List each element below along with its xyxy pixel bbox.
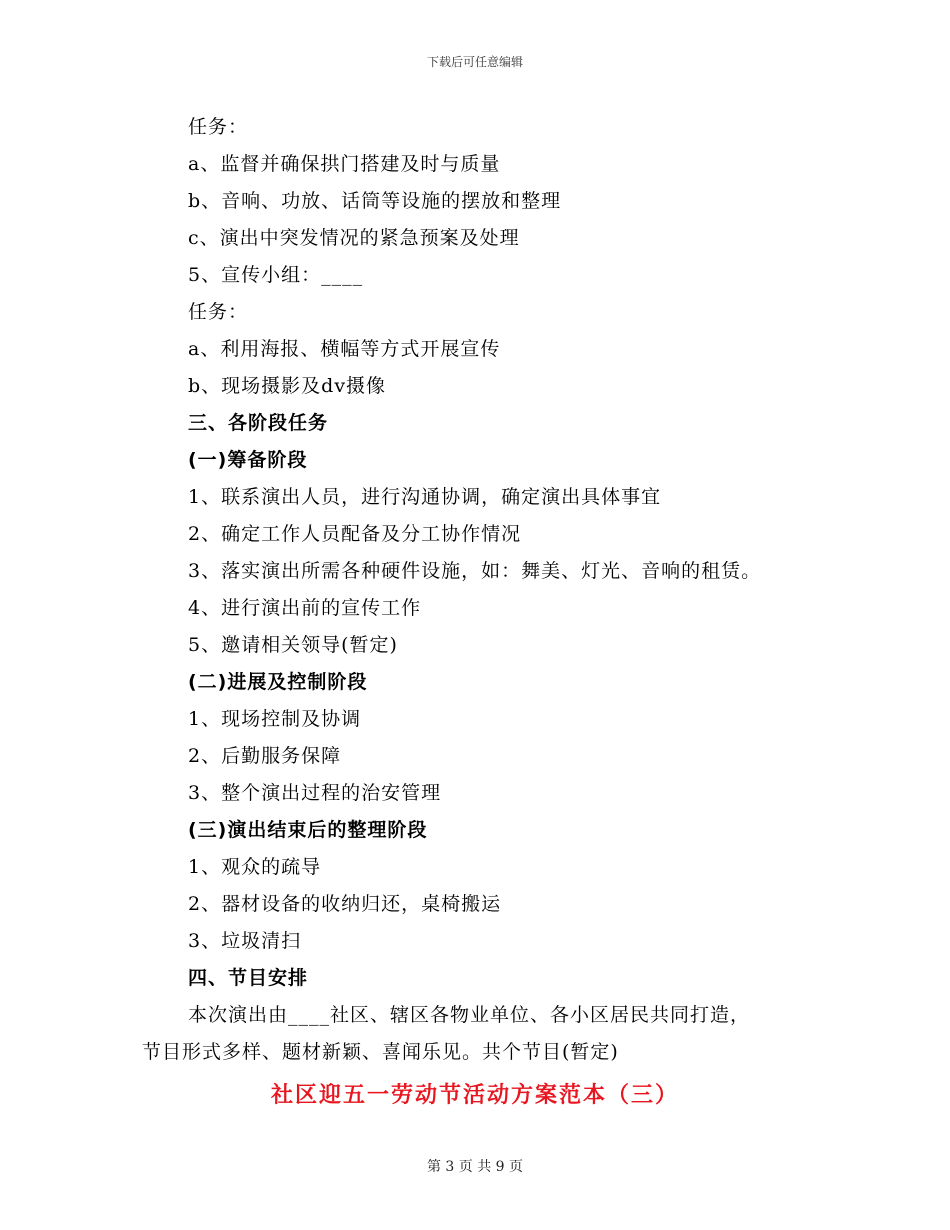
subsection-heading: (一)筹备阶段 [188,449,308,471]
paragraph-line: 5、邀请相关领导(暂定) [188,634,398,656]
paragraph-line: 本次演出由____社区、辖区各物业单位、各小区居民共同打造， [188,1004,751,1026]
section-heading: 三、各阶段任务 [188,412,329,434]
section-heading: 四、节目安排 [188,967,309,989]
paragraph-line: 任务： [188,116,249,138]
paragraph-line: 2、后勤服务保障 [188,745,342,767]
paragraph-line: 节目形式多样、题材新颖、喜闻乐见。共个节目(暂定) [142,1041,619,1063]
subsection-heading: (三)演出结束后的整理阶段 [188,819,428,841]
page-footer: 第 3 页 共 9 页 [426,1159,524,1175]
document-title: 社区迎五一劳动节活动方案范本（三） [270,1083,679,1108]
paragraph-line: 任务： [188,301,249,323]
paragraph-line: c、演出中突发情况的紧急预案及处理 [188,227,520,249]
paragraph-line: a、利用海报、横幅等方式开展宣传 [188,338,501,360]
paragraph-line: 5、宣传小组：____ [188,264,364,286]
paragraph-line: 3、落实演出所需各种硬件设施，如：舞美、灯光、音响的租赁。 [188,560,762,582]
paragraph-line: 1、联系演出人员，进行沟通协调，确定演出具体事宜 [188,486,662,508]
paragraph-line: 2、器材设备的收纳归还，桌椅搬运 [188,893,502,915]
page-header: 下载后可任意编辑 [426,55,523,69]
paragraph-line: 1、观众的疏导 [188,856,322,878]
paragraph-line: b、现场摄影及dv摄像 [188,375,387,397]
paragraph-line: 3、整个演出过程的治安管理 [188,782,442,804]
paragraph-line: 4、进行演出前的宣传工作 [188,597,422,619]
subsection-heading: (二)进展及控制阶段 [188,671,368,693]
paragraph-line: a、监督并确保拱门搭建及时与质量 [188,153,501,175]
paragraph-line: 3、垃圾清扫 [188,930,302,952]
paragraph-line: 2、确定工作人员配备及分工协作情况 [188,523,522,545]
paragraph-line: 1、现场控制及协调 [188,708,362,730]
paragraph-line: b、音响、功放、话筒等设施的摆放和整理 [188,190,562,212]
